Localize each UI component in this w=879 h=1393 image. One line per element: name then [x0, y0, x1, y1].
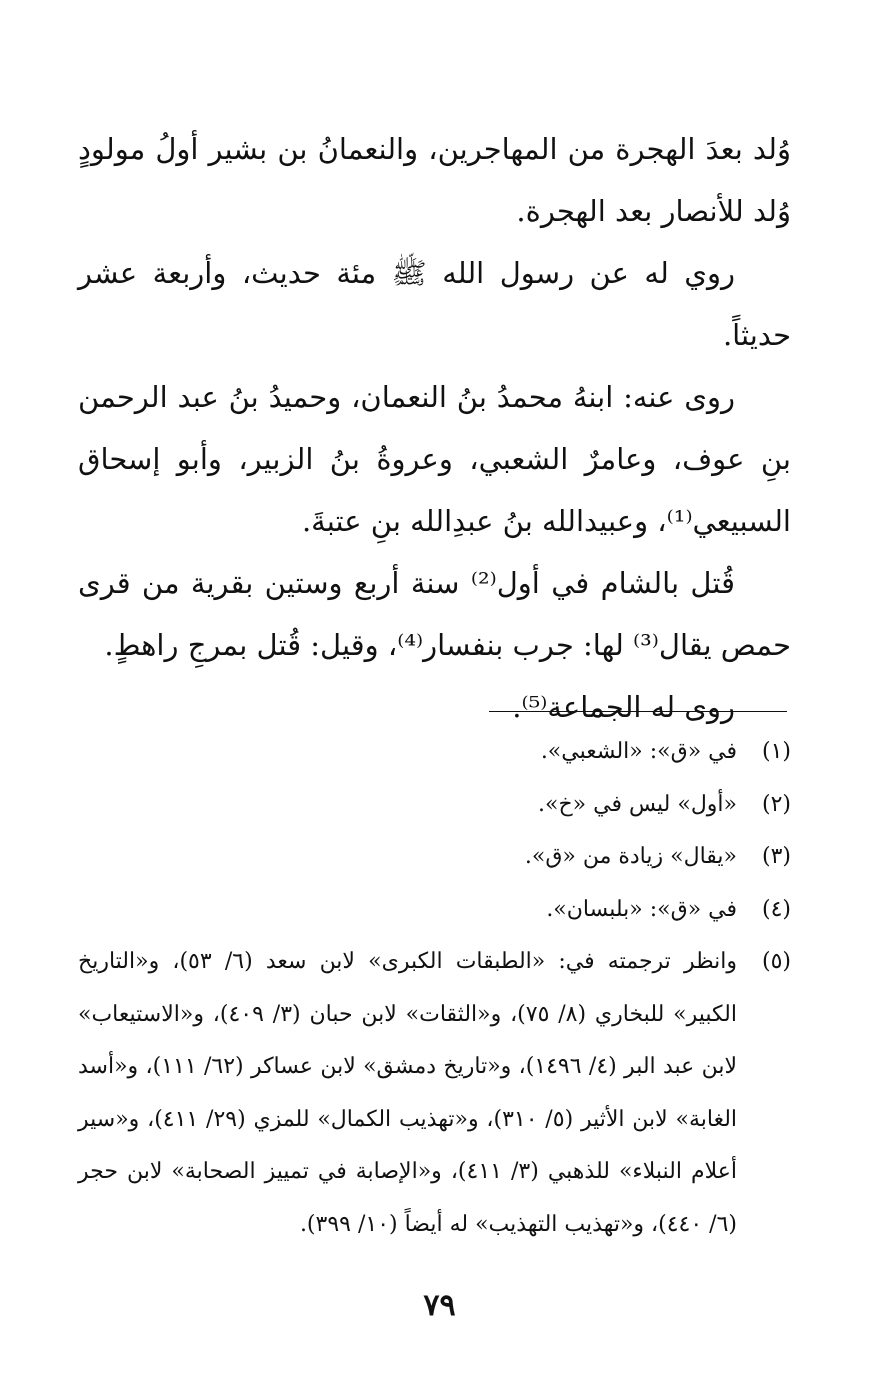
paragraph-5: روى له الجماعة⁽⁵⁾. [512, 690, 735, 724]
paragraph-2: روي له عن رسول الله ﷺ مئة حديث، وأربعة عشر حديثاً. [78, 256, 791, 352]
footnote-text: وانظر ترجمته في: «الطبقات الكبرى» لابن سعد (٦/ ٥٣)، و«التاريخ الكبير» للبخاري (٨/ ٧٥)، و«الثقات» لابن حبان (٣/ ٤٠٩)، و«الاستيعاب» لابن عبد البر (٤/ ١٤٩٦)، و«تاريخ دمشق» لابن عساكر (٦٢/ ١١١)، و«أسد الغابة» لابن الأثير (٥/ ٣١٠)، و«تهذيب الكمال» للمزي (٢٩/ ٤١١)، و«سير أعلام النبلاء» للذهبي (٣/ ٤١١)، و«الإصابة في تمييز الصحابة» لابن حجر (٦/ ٤٤٠)، و«تهذيب التهذيب» له أيضاً (١٠/ ٣٩٩). [78, 949, 738, 1237]
footnote-text: في «ق»: «بلبسان». [546, 896, 737, 922]
footnote-item [78, 831, 791, 884]
footnote-item [78, 884, 791, 937]
paragraph-4: قُتل بالشام في أول⁽²⁾ سنة أربع وستين بقرية من قرى حمص يقال⁽³⁾ لها: جرب بنفسار⁽⁴⁾، وقيل: قُتل بمرجِ راهطٍ. [78, 566, 791, 662]
footnote-number: (٥) [761, 949, 791, 974]
footnotes [78, 726, 791, 1251]
paragraph-1: وُلد بعدَ الهجرة من المهاجرين، والنعمانُ بن بشير أولُ مولودٍ وُلد للأنصار بعد الهجرة. [78, 132, 791, 228]
footnote-item [78, 779, 791, 832]
footnote-text: «يقال» زيادة من «ق». [524, 844, 737, 869]
page-number: ٧٩ [423, 1288, 456, 1323]
footnote-number: (١) [761, 739, 791, 764]
footnote-divider [489, 711, 787, 712]
footnote-number: (٣) [761, 844, 791, 869]
footnote-item [78, 936, 791, 1251]
footnote-text: في «ق»: «الشعبي». [540, 739, 737, 764]
footnote-item [78, 726, 791, 779]
footnote-number: (٢) [761, 791, 791, 817]
main-text-body [78, 118, 791, 738]
footnote-number: (٤) [761, 896, 791, 922]
paragraph-3: روى عنه: ابنهُ محمدُ بنُ النعمان، وحميدُ بنُ عبد الرحمن بنِ عوف، وعامرٌ الشعبي، وعروةُ بنُ الزبير، وأبو إسحاق السبيعي⁽¹⁾، وعبيدالله بنُ عبدِالله بنِ عتبةَ. [78, 380, 791, 538]
footnote-text: «أول» ليس في «خ». [538, 791, 737, 817]
